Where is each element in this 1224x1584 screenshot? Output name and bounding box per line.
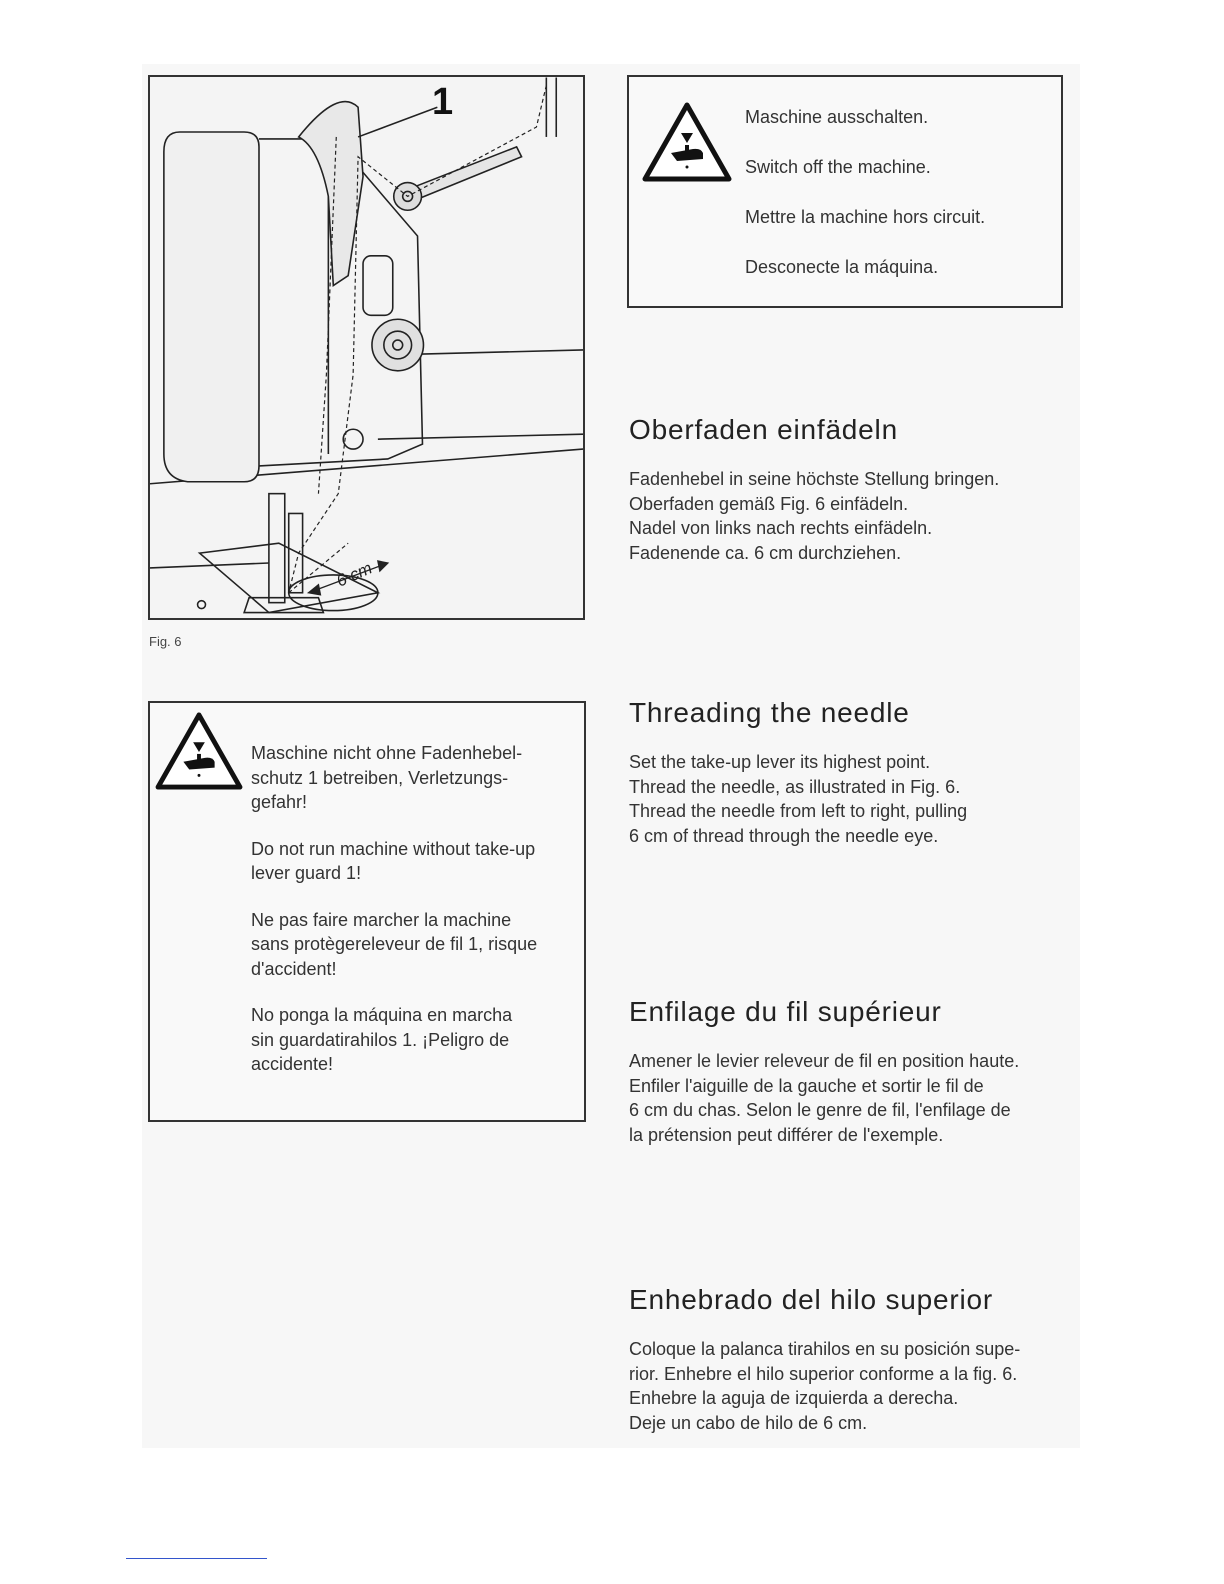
figure-6-sewing-machine-threading [148, 75, 585, 620]
warning-paragraph-fr [251, 908, 581, 982]
warning-line-de: Maschine ausschalten. [745, 107, 929, 127]
body-line: Amener le levier releveur de fil en position haute. [629, 1051, 1020, 1071]
body-line: Enhebre la aguja de izquierda a derecha. [629, 1388, 959, 1408]
warning-box-lever-guard [148, 701, 586, 1122]
warning-paragraph-es [251, 1003, 581, 1077]
section-title-de: Oberfaden einfädeln [629, 414, 898, 445]
warning-text-switch-off [745, 105, 985, 305]
warning-line: sin guardatirahilos 1. ¡Peligro de [251, 1029, 510, 1050]
body-line: Oberfaden gemäß Fig. 6 einfädeln. [629, 493, 909, 514]
warning-line-en: Switch off the machine. [745, 157, 931, 177]
section-body-en [629, 750, 1069, 848]
body-line: Set the take-up lever its highest point. [629, 752, 931, 772]
section-english [629, 696, 1069, 848]
body-line: Deje un cabo de hilo de 6 cm. [629, 1412, 868, 1433]
warning-box-switch-off [627, 75, 1063, 308]
warning-line: Maschine nicht ohne Fadenhebel- [251, 743, 523, 763]
body-line: Fadenende ca. 6 cm durchziehen. [629, 542, 902, 563]
body-line: Coloque la palanca tirahilos en su posición supe- [629, 1339, 1021, 1359]
body-line: 6 cm of thread through the needle eye. [629, 825, 939, 846]
warning-line-fr: Mettre la machine hors circuit. [745, 207, 986, 227]
body-line: 6 cm du chas. Selon le genre de fil, l'enfilage de [629, 1100, 1011, 1120]
hand-hazard-warning-icon [641, 101, 733, 183]
body-line: Thread the needle from left to right, pulling [629, 801, 968, 821]
callout-label-1: 1 [432, 81, 454, 123]
body-line: Thread the needle, as illustrated in Fig. 6. [629, 776, 961, 797]
warning-line: Ne pas faire marcher la machine [251, 909, 512, 930]
warning-paragraph-en [251, 837, 581, 886]
section-title-fr: Enfilage du fil supérieur [629, 996, 942, 1027]
warning-line: lever guard 1! [251, 863, 362, 883]
section-german [629, 413, 1069, 565]
sewing-machine-illustration [150, 77, 583, 618]
section-body-fr [629, 1049, 1069, 1147]
warning-line: gefahr! [251, 792, 308, 812]
warning-line-es: Desconecte la máquina. [745, 257, 939, 277]
body-line: Enfiler l'aiguille de la gauche et sortir le fil de [629, 1075, 984, 1096]
section-title-es: Enhebrado del hilo superior [629, 1284, 994, 1315]
body-line: Fadenhebel in seine höchste Stellung bringen. [629, 469, 1000, 489]
bottom-rule [126, 1558, 267, 1559]
warning-line: schutz 1 betreiben, Verletzungs- [251, 767, 509, 788]
body-line: la prétension peut différer de l'exemple. [629, 1124, 944, 1145]
warning-line: d'accident! [251, 958, 337, 979]
hand-hazard-warning-icon [154, 711, 244, 791]
section-title-en: Threading the needle [629, 697, 910, 728]
section-spanish [629, 1283, 1069, 1435]
warning-line: No ponga la máquina en marcha [251, 1005, 513, 1025]
figure-caption: Fig. 6 [149, 634, 182, 649]
warning-text-lever-guard [251, 741, 581, 1099]
section-body-es [629, 1337, 1069, 1435]
section-body-de [629, 467, 1069, 565]
warning-line: sans protègereleveur de fil 1, risque [251, 934, 538, 954]
measure-label-6cm: 6 cm [333, 558, 375, 591]
section-french [629, 995, 1069, 1147]
body-line: rior. Enhebre el hilo superior conforme a la fig. 6. [629, 1363, 1018, 1384]
warning-line: accidente! [251, 1054, 334, 1074]
warning-line: Do not run machine without take-up [251, 838, 536, 859]
warning-paragraph-de [251, 741, 581, 815]
body-line: Nadel von links nach rechts einfädeln. [629, 518, 933, 538]
